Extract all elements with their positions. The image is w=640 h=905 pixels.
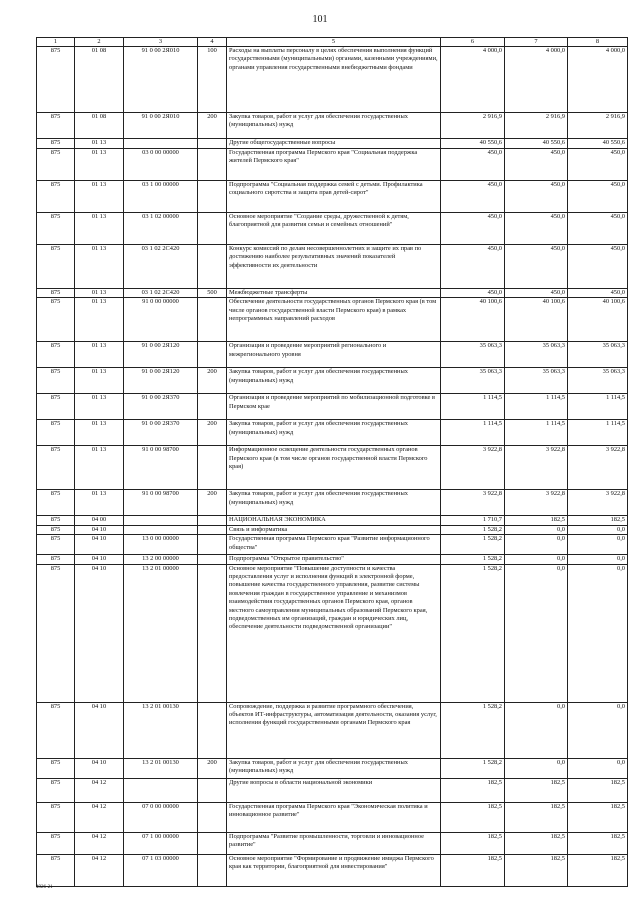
amount-year1-cell: 1 114,5 (441, 394, 505, 420)
admin-code-cell: 875 (37, 298, 75, 342)
amount-year2-cell: 1 114,5 (505, 394, 568, 420)
admin-code-cell: 875 (37, 778, 75, 802)
target-code-cell: 03 0 00 00000 (124, 149, 198, 181)
item-name-cell: Закупка товаров, работ и услуг для обеспечения государственных (муниципальных) нужд (227, 490, 441, 516)
admin-code-cell: 875 (37, 139, 75, 149)
expense-type-cell (198, 802, 227, 832)
expense-type-cell (198, 342, 227, 368)
section-code-cell: 01 13 (75, 446, 124, 490)
table-row (37, 758, 628, 778)
amount-year1-cell: 450,0 (441, 213, 505, 245)
item-name-cell: Основное мероприятие "Формирование и продвижение имиджа Пермского края как территории, благоприятной для инвестирования" (227, 854, 441, 886)
amount-year3-cell: 450,0 (568, 149, 628, 181)
amount-year3-cell: 182,5 (568, 802, 628, 832)
amount-year3-cell: 450,0 (568, 245, 628, 289)
amount-year1-cell: 450,0 (441, 181, 505, 213)
table-row (37, 525, 628, 534)
table-row (37, 213, 628, 245)
column-number: 3 (124, 38, 198, 47)
amount-year2-cell: 182,5 (505, 778, 568, 802)
expense-type-cell (198, 854, 227, 886)
amount-year2-cell: 40 550,6 (505, 139, 568, 149)
section-code-cell: 04 10 (75, 555, 124, 564)
column-number: 6 (441, 38, 505, 47)
target-code-cell (124, 778, 198, 802)
expense-type-cell (198, 245, 227, 289)
amount-year1-cell: 182,5 (441, 854, 505, 886)
table-row (37, 368, 628, 394)
amount-year3-cell: 1 114,5 (568, 394, 628, 420)
amount-year2-cell: 3 922,8 (505, 446, 568, 490)
table-row (37, 139, 628, 149)
item-name-cell: Конкурс комиссий по делам несовершеннолетних и защите их прав по достижению наиболее результативных значений показателей эффективности их деятельности (227, 245, 441, 289)
target-code-cell: 91 0 00 2Я370 (124, 394, 198, 420)
amount-year2-cell: 182,5 (505, 832, 568, 854)
admin-code-cell: 875 (37, 564, 75, 702)
expense-type-cell: 200 (198, 420, 227, 446)
amount-year2-cell: 450,0 (505, 213, 568, 245)
amount-year1-cell: 1 710,7 (441, 516, 505, 525)
item-name-cell: Государственная программа Пермского края "Экономическая политика и инновационное развитие" (227, 802, 441, 832)
target-code-cell (124, 139, 198, 149)
table-row (37, 289, 628, 298)
expense-type-cell (198, 525, 227, 534)
amount-year1-cell: 2 916,9 (441, 113, 505, 139)
page-number: 101 (312, 14, 328, 25)
expense-type-cell (198, 564, 227, 702)
amount-year1-cell: 35 063,3 (441, 342, 505, 368)
amount-year2-cell: 4 000,0 (505, 47, 568, 113)
item-name-cell: Закупка товаров, работ и услуг для обеспечения государственных (муниципальных) нужд (227, 420, 441, 446)
admin-code-cell: 875 (37, 555, 75, 564)
amount-year2-cell: 0,0 (505, 758, 568, 778)
table-body (37, 47, 628, 887)
table-row (37, 342, 628, 368)
admin-code-cell: 875 (37, 181, 75, 213)
admin-code-cell: 875 (37, 213, 75, 245)
column-number-row (37, 38, 628, 47)
table-row (37, 113, 628, 139)
item-name-cell: Обеспечение деятельности государственных органов Пермского края (в том числе органов государственной власти Пермского края) в рамках непрограммных направлений расходов (227, 298, 441, 342)
item-name-cell: Основное мероприятие "Повышение доступности и качества предоставления услуг и исполнения функций в электронной форме, повышение качества государственного управления, развитие системы вовлечения граждан в государственное управление и механизмов взаимодействия государственных органов Пермского края, органов местного самоуправления муниципальных образований Пермского края, подведомственных им организаций, граждан и юридических лиц, обеспечение деятельности подведомственной организации" (227, 564, 441, 702)
amount-year3-cell: 0,0 (568, 525, 628, 534)
section-code-cell: 04 12 (75, 778, 124, 802)
target-code-cell (124, 516, 198, 525)
amount-year2-cell: 0,0 (505, 555, 568, 564)
admin-code-cell: 875 (37, 516, 75, 525)
item-name-cell: Другие общегосударственные вопросы (227, 139, 441, 149)
target-code-cell: 91 0 00 98700 (124, 490, 198, 516)
admin-code-cell: 875 (37, 854, 75, 886)
item-name-cell: Основное мероприятие "Создание среды, дружественной к детям, благоприятной для развития семьи и семейных отношений" (227, 213, 441, 245)
admin-code-cell: 875 (37, 535, 75, 555)
amount-year3-cell: 40 100,6 (568, 298, 628, 342)
amount-year1-cell: 40 100,6 (441, 298, 505, 342)
item-name-cell: Государственная программа Пермского края "Социальная поддержка жителей Пермского края" (227, 149, 441, 181)
section-code-cell: 01 08 (75, 113, 124, 139)
expense-type-cell (198, 298, 227, 342)
section-code-cell: 04 12 (75, 854, 124, 886)
amount-year2-cell: 1 114,5 (505, 420, 568, 446)
target-code-cell: 13 0 00 00000 (124, 535, 198, 555)
item-name-cell: Расходы на выплаты персоналу в целях обеспечения выполнения функций государственными (муниципальными) органами, казенными учреждениями, органами управления государственными внебюджетными фондами (227, 47, 441, 113)
admin-code-cell: 875 (37, 490, 75, 516)
amount-year2-cell: 0,0 (505, 564, 568, 702)
amount-year3-cell: 182,5 (568, 516, 628, 525)
amount-year1-cell: 1 528,2 (441, 758, 505, 778)
expense-type-cell (198, 702, 227, 758)
table-row (37, 446, 628, 490)
admin-code-cell: 875 (37, 245, 75, 289)
target-code-cell: 91 0 00 2Я010 (124, 47, 198, 113)
item-name-cell: Информационное освещение деятельности государственных органов Пермского края (в том числе органов государственной власти Пермского края) (227, 446, 441, 490)
section-code-cell: 01 13 (75, 245, 124, 289)
expense-type-cell: 200 (198, 758, 227, 778)
amount-year1-cell: 182,5 (441, 778, 505, 802)
amount-year2-cell: 3 922,8 (505, 490, 568, 516)
section-code-cell: 04 12 (75, 802, 124, 832)
amount-year3-cell: 0,0 (568, 564, 628, 702)
section-code-cell: 04 10 (75, 535, 124, 555)
item-name-cell: НАЦИОНАЛЬНАЯ ЭКОНОМИКА (227, 516, 441, 525)
expense-type-cell (198, 181, 227, 213)
admin-code-cell: 875 (37, 446, 75, 490)
section-code-cell: 04 10 (75, 564, 124, 702)
target-code-cell: 13 2 01 00000 (124, 564, 198, 702)
amount-year1-cell: 4 000,0 (441, 47, 505, 113)
target-code-cell: 13 2 00 00000 (124, 555, 198, 564)
document-code: 4926-21 (36, 885, 53, 890)
expense-type-cell: 200 (198, 490, 227, 516)
section-code-cell: 01 13 (75, 420, 124, 446)
table-row (37, 298, 628, 342)
amount-year2-cell: 35 063,3 (505, 368, 568, 394)
budget-table (36, 37, 628, 887)
amount-year3-cell: 1 114,5 (568, 420, 628, 446)
amount-year1-cell: 35 063,3 (441, 368, 505, 394)
table-row (37, 394, 628, 420)
item-name-cell: Закупка товаров, работ и услуг для обеспечения государственных (муниципальных) нужд (227, 368, 441, 394)
amount-year3-cell: 450,0 (568, 181, 628, 213)
amount-year1-cell: 1 528,2 (441, 702, 505, 758)
table-row (37, 778, 628, 802)
amount-year3-cell: 450,0 (568, 213, 628, 245)
section-code-cell: 01 13 (75, 368, 124, 394)
expense-type-cell (198, 555, 227, 564)
target-code-cell: 91 0 00 00000 (124, 298, 198, 342)
amount-year3-cell: 40 550,6 (568, 139, 628, 149)
amount-year3-cell: 2 916,9 (568, 113, 628, 139)
amount-year2-cell: 450,0 (505, 289, 568, 298)
amount-year2-cell: 40 100,6 (505, 298, 568, 342)
target-code-cell: 13 2 01 00130 (124, 702, 198, 758)
section-code-cell: 01 13 (75, 394, 124, 420)
expense-type-cell (198, 778, 227, 802)
admin-code-cell: 875 (37, 832, 75, 854)
table-row (37, 564, 628, 702)
target-code-cell: 03 1 02 00000 (124, 213, 198, 245)
item-name-cell: Другие вопросы в области национальной экономики (227, 778, 441, 802)
expense-type-cell (198, 516, 227, 525)
table-row (37, 181, 628, 213)
amount-year1-cell: 450,0 (441, 289, 505, 298)
amount-year1-cell: 450,0 (441, 149, 505, 181)
amount-year3-cell: 450,0 (568, 289, 628, 298)
amount-year1-cell: 182,5 (441, 832, 505, 854)
item-name-cell: Закупка товаров, работ и услуг для обеспечения государственных (муниципальных) нужд (227, 758, 441, 778)
amount-year3-cell: 0,0 (568, 758, 628, 778)
item-name-cell: Организация и проведение мероприятий регионального и межрегионального уровня (227, 342, 441, 368)
item-name-cell: Государственная программа Пермского края "Развитие информационного общества" (227, 535, 441, 555)
expense-type-cell: 100 (198, 47, 227, 113)
table-row (37, 420, 628, 446)
expense-type-cell (198, 394, 227, 420)
table-row (37, 47, 628, 113)
amount-year1-cell: 1 114,5 (441, 420, 505, 446)
section-code-cell: 01 13 (75, 289, 124, 298)
section-code-cell: 01 08 (75, 47, 124, 113)
item-name-cell: Сопровождение, поддержка и развитие программного обеспечения, объектов ИТ-инфраструктуры, автоматизация деятельности, оказания услуг, исполнения функций государственными органами Пермского края (227, 702, 441, 758)
admin-code-cell: 875 (37, 394, 75, 420)
amount-year2-cell: 450,0 (505, 181, 568, 213)
amount-year3-cell: 0,0 (568, 555, 628, 564)
section-code-cell: 01 13 (75, 298, 124, 342)
amount-year3-cell: 0,0 (568, 535, 628, 555)
amount-year1-cell: 1 528,2 (441, 525, 505, 534)
section-code-cell: 04 10 (75, 702, 124, 758)
section-code-cell: 04 00 (75, 516, 124, 525)
amount-year2-cell: 182,5 (505, 854, 568, 886)
item-name-cell: Подпрограмма "Социальная поддержка семей с детьми. Профилактика социального сиротства и защита прав детей-сирот" (227, 181, 441, 213)
target-code-cell: 91 0 00 2Я120 (124, 368, 198, 394)
item-name-cell: Связь и информатика (227, 525, 441, 534)
target-code-cell: 91 0 00 2Я370 (124, 420, 198, 446)
table-row (37, 516, 628, 525)
amount-year3-cell: 35 063,3 (568, 342, 628, 368)
admin-code-cell: 875 (37, 525, 75, 534)
amount-year2-cell: 182,5 (505, 802, 568, 832)
admin-code-cell: 875 (37, 289, 75, 298)
amount-year1-cell: 1 528,2 (441, 564, 505, 702)
admin-code-cell: 875 (37, 47, 75, 113)
column-number: 8 (568, 38, 628, 47)
amount-year2-cell: 450,0 (505, 245, 568, 289)
amount-year3-cell: 182,5 (568, 854, 628, 886)
admin-code-cell: 875 (37, 149, 75, 181)
amount-year1-cell: 450,0 (441, 245, 505, 289)
item-name-cell: Подпрограмма "Открытое правительство" (227, 555, 441, 564)
expense-type-cell (198, 446, 227, 490)
table-row (37, 854, 628, 886)
admin-code-cell: 875 (37, 758, 75, 778)
admin-code-cell: 875 (37, 420, 75, 446)
amount-year3-cell: 182,5 (568, 832, 628, 854)
amount-year1-cell: 3 922,8 (441, 446, 505, 490)
amount-year3-cell: 4 000,0 (568, 47, 628, 113)
table-row (37, 802, 628, 832)
amount-year2-cell: 2 916,9 (505, 113, 568, 139)
target-code-cell: 03 1 02 2С420 (124, 245, 198, 289)
amount-year2-cell: 450,0 (505, 149, 568, 181)
expense-type-cell (198, 139, 227, 149)
section-code-cell: 01 13 (75, 342, 124, 368)
expense-type-cell: 500 (198, 289, 227, 298)
amount-year3-cell: 3 922,8 (568, 446, 628, 490)
table-row (37, 555, 628, 564)
expense-type-cell (198, 149, 227, 181)
expense-type-cell (198, 832, 227, 854)
target-code-cell: 07 1 03 00000 (124, 854, 198, 886)
column-number: 2 (75, 38, 124, 47)
target-code-cell: 07 1 00 00000 (124, 832, 198, 854)
table-row (37, 702, 628, 758)
amount-year2-cell: 0,0 (505, 702, 568, 758)
amount-year1-cell: 3 922,8 (441, 490, 505, 516)
table-row (37, 245, 628, 289)
amount-year1-cell: 1 528,2 (441, 535, 505, 555)
section-code-cell: 01 13 (75, 149, 124, 181)
section-code-cell: 04 10 (75, 758, 124, 778)
table-row (37, 490, 628, 516)
column-number: 5 (227, 38, 441, 47)
target-code-cell: 91 0 00 2Я010 (124, 113, 198, 139)
admin-code-cell: 875 (37, 802, 75, 832)
admin-code-cell: 875 (37, 113, 75, 139)
amount-year1-cell: 1 528,2 (441, 555, 505, 564)
expense-type-cell: 200 (198, 113, 227, 139)
item-name-cell: Межбюджетные трансферты (227, 289, 441, 298)
amount-year2-cell: 35 063,3 (505, 342, 568, 368)
section-code-cell: 01 13 (75, 181, 124, 213)
table-row (37, 535, 628, 555)
target-code-cell: 91 0 00 98700 (124, 446, 198, 490)
column-number: 7 (505, 38, 568, 47)
admin-code-cell: 875 (37, 702, 75, 758)
amount-year1-cell: 182,5 (441, 802, 505, 832)
target-code-cell: 91 0 00 2Я120 (124, 342, 198, 368)
table-row (37, 832, 628, 854)
section-code-cell: 04 12 (75, 832, 124, 854)
amount-year2-cell: 0,0 (505, 535, 568, 555)
column-number: 4 (198, 38, 227, 47)
table-row (37, 149, 628, 181)
item-name-cell: Подпрограмма "Развитие промышленности, торговли и инновационное развитие" (227, 832, 441, 854)
amount-year2-cell: 0,0 (505, 525, 568, 534)
expense-type-cell (198, 535, 227, 555)
amount-year3-cell: 0,0 (568, 702, 628, 758)
section-code-cell: 01 13 (75, 213, 124, 245)
target-code-cell: 03 1 00 00000 (124, 181, 198, 213)
admin-code-cell: 875 (37, 368, 75, 394)
item-name-cell: Организация и проведение мероприятий по мобилизационной подготовке в Пермском крае (227, 394, 441, 420)
amount-year3-cell: 3 922,8 (568, 490, 628, 516)
expense-type-cell: 200 (198, 368, 227, 394)
section-code-cell: 01 13 (75, 139, 124, 149)
section-code-cell: 01 13 (75, 490, 124, 516)
amount-year1-cell: 40 550,6 (441, 139, 505, 149)
amount-year3-cell: 182,5 (568, 778, 628, 802)
admin-code-cell: 875 (37, 342, 75, 368)
item-name-cell: Закупка товаров, работ и услуг для обеспечения государственных (муниципальных) нужд (227, 113, 441, 139)
amount-year2-cell: 182,5 (505, 516, 568, 525)
target-code-cell (124, 525, 198, 534)
expense-type-cell (198, 213, 227, 245)
amount-year3-cell: 35 063,3 (568, 368, 628, 394)
section-code-cell: 04 10 (75, 525, 124, 534)
target-code-cell: 03 1 02 2С420 (124, 289, 198, 298)
column-number: 1 (37, 38, 75, 47)
target-code-cell: 13 2 01 00130 (124, 758, 198, 778)
target-code-cell: 07 0 00 00000 (124, 802, 198, 832)
